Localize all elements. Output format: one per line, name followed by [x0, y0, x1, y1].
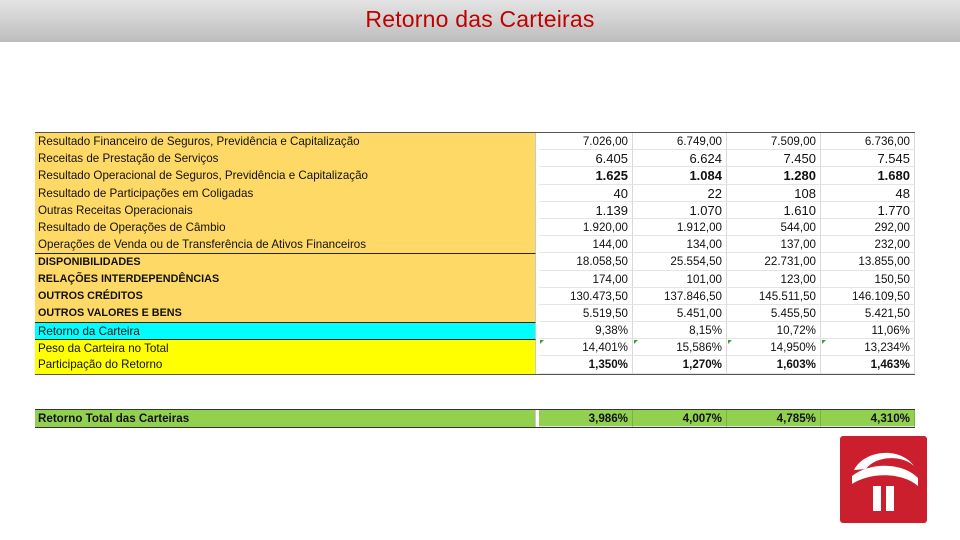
- row-value: 18.058,50: [539, 253, 633, 270]
- row-label: OUTROS VALORES E BENS: [35, 305, 536, 322]
- row-value: 10,72%: [727, 322, 821, 339]
- row-label: RELAÇÕES INTERDEPENDÊNCIAS: [35, 271, 536, 288]
- row-value: 5.519,50: [539, 305, 633, 322]
- row-value: 137,00: [727, 236, 821, 253]
- row-label: Peso da Carteira no Total: [35, 339, 536, 356]
- row-value: 14,950%: [727, 339, 821, 356]
- row-value: 130.473,50: [539, 288, 633, 305]
- row-value: 7.450: [727, 150, 821, 167]
- table-row: [35, 185, 915, 202]
- row-value: 1,270%: [633, 356, 727, 373]
- row-value: 1.139: [539, 202, 633, 219]
- table-row: [35, 150, 915, 167]
- row-value: 292,00: [821, 219, 915, 236]
- row-value: 6.749,00: [633, 133, 727, 150]
- row-label: OUTROS CRÉDITOS: [35, 288, 536, 305]
- row-value: 146.109,50: [821, 288, 915, 305]
- row-value: 1.280: [727, 167, 821, 184]
- row-value: 9,38%: [539, 322, 633, 339]
- row-value: 25.554,50: [633, 253, 727, 270]
- table-row: [35, 202, 915, 219]
- row-label: Retorno da Carteira: [35, 322, 536, 339]
- row-label: Resultado de Participações em Coligadas: [35, 185, 536, 202]
- row-value: 1.920,00: [539, 219, 633, 236]
- table-row: [35, 339, 915, 356]
- row-value: 5.451,00: [633, 305, 727, 322]
- row-value: 7.545: [821, 150, 915, 167]
- row-value: 1.084: [633, 167, 727, 184]
- table-row: [35, 322, 915, 339]
- total-value: 4,785%: [727, 410, 821, 427]
- total-label: Retorno Total das Carteiras: [35, 410, 536, 427]
- table-row: [35, 132, 915, 150]
- row-value: 1.912,00: [633, 219, 727, 236]
- row-value: 5.421,50: [821, 305, 915, 322]
- row-value: 7.509,00: [727, 133, 821, 150]
- row-value: 144,00: [539, 236, 633, 253]
- row-value: 6.736,00: [821, 133, 915, 150]
- row-value: 1.680: [821, 167, 915, 184]
- table-row: [35, 288, 915, 305]
- row-value: 123,00: [727, 271, 821, 288]
- table-row: [35, 236, 915, 253]
- row-label: Resultado Financeiro de Seguros, Previdência e Capitalização: [35, 133, 536, 150]
- total-value: 4,310%: [821, 410, 915, 427]
- row-value: 145.511,50: [727, 288, 821, 305]
- slide-title: Retorno das Carteiras: [365, 6, 595, 32]
- row-value: 544,00: [727, 219, 821, 236]
- total-row: [35, 409, 915, 428]
- row-value: 6.624: [633, 150, 727, 167]
- row-value: 15,586%: [633, 339, 727, 356]
- row-value: 22: [633, 185, 727, 202]
- row-value: 137.846,50: [633, 288, 727, 305]
- row-value: 13,234%: [821, 339, 915, 356]
- row-label: Outras Receitas Operacionais: [35, 202, 536, 219]
- row-label: Receitas de Prestação de Serviços: [35, 150, 536, 167]
- row-value: 174,00: [539, 271, 633, 288]
- row-value: 40: [539, 185, 633, 202]
- table-row: [35, 167, 915, 184]
- bradesco-logo-icon: [840, 436, 927, 523]
- row-label: Resultado Operacional de Seguros, Previdência e Capitalização: [35, 167, 536, 184]
- row-value: 1.770: [821, 202, 915, 219]
- table-row: [35, 356, 915, 374]
- row-value: 134,00: [633, 236, 727, 253]
- row-value: 1,603%: [727, 356, 821, 373]
- row-value: 8,15%: [633, 322, 727, 339]
- row-value: 1,350%: [539, 356, 633, 373]
- row-value: 232,00: [821, 236, 915, 253]
- table-row: [35, 253, 915, 270]
- row-value: 1.625: [539, 167, 633, 184]
- row-value: 108: [727, 185, 821, 202]
- row-value: 13.855,00: [821, 253, 915, 270]
- row-label: Operações de Venda ou de Transferência de Ativos Financeiros: [35, 236, 536, 253]
- row-label: Participação do Retorno: [35, 356, 536, 373]
- row-value: 11,06%: [821, 322, 915, 339]
- table-row: [35, 305, 915, 322]
- total-value: 3,986%: [539, 410, 633, 427]
- row-value: 7.026,00: [539, 133, 633, 150]
- row-value: 5.455,50: [727, 305, 821, 322]
- row-value: 101,00: [633, 271, 727, 288]
- row-label: DISPONIBILIDADES: [35, 253, 536, 270]
- title-bar: [0, 0, 960, 42]
- table-row: [35, 271, 915, 288]
- row-value: 150,50: [821, 271, 915, 288]
- row-value: 1.610: [727, 202, 821, 219]
- row-value: 14,401%: [539, 339, 633, 356]
- total-value: 4,007%: [633, 410, 727, 427]
- table-row: [35, 219, 915, 236]
- row-value: 1,463%: [821, 356, 915, 373]
- row-label: Resultado de Operações de Câmbio: [35, 219, 536, 236]
- row-value: 48: [821, 185, 915, 202]
- row-value: 1.070: [633, 202, 727, 219]
- row-value: 22.731,00: [727, 253, 821, 270]
- portfolio-table: [35, 132, 915, 428]
- row-value: 6.405: [539, 150, 633, 167]
